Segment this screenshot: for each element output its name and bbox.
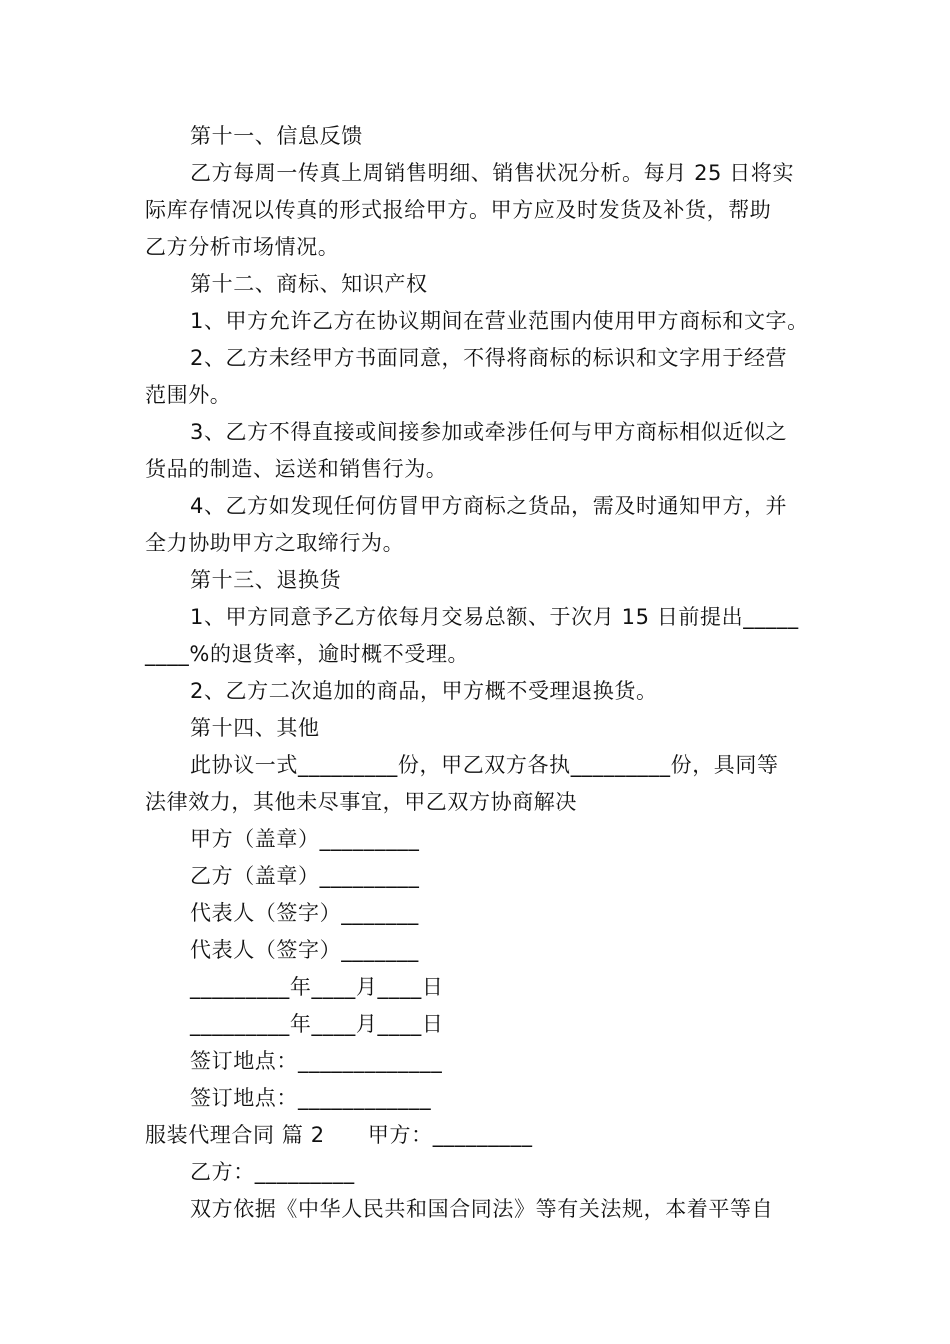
paragraph-line: 乙方每周一传真上周销售明细、销售状况分析。每月 25 日将实: [190, 161, 795, 185]
clause-line: 3、乙方不得直接或间接参加或牵涉任何与甲方商标相似近似之: [190, 420, 788, 444]
section-heading-14: 第十四、其他: [190, 716, 320, 740]
signing-location-line: 签订地点：_____________: [190, 1049, 443, 1073]
section-heading-12: 第十二、商标、知识产权: [190, 272, 428, 296]
section-heading-13: 第十三、退换货: [190, 568, 342, 592]
section-heading-11: 第十一、信息反馈: [190, 124, 363, 148]
party-a-seal-line: 甲方（盖章）_________: [190, 827, 420, 851]
clause-line: 2、乙方二次追加的商品，甲方概不受理退换货。: [190, 679, 658, 703]
party-b-seal-line: 乙方（盖章）_________: [190, 864, 420, 888]
contract-title-line: 服装代理合同 篇 2 甲方：_________: [145, 1123, 533, 1147]
clause-line: 范围外。: [145, 383, 232, 407]
date-line: _________年____月____日: [190, 1012, 444, 1036]
paragraph-line: 双方依据《中华人民共和国合同法》等有关法规，本着平等自: [190, 1197, 774, 1221]
signing-location-line: 签订地点：____________: [190, 1086, 432, 1110]
clause-line: 2、乙方未经甲方书面同意，不得将商标的标识和文字用于经营: [190, 346, 788, 370]
clause-line: 1、甲方同意予乙方依每月交易总额、于次月 15 日前提出_____: [190, 605, 799, 629]
clause-line: 全力协助甲方之取缔行为。: [145, 531, 405, 555]
clause-line: ____%的退货率，逾时概不受理。: [145, 642, 470, 666]
paragraph-line: 乙方分析市场情况。: [145, 235, 340, 259]
clause-line: 4、乙方如发现任何仿冒甲方商标之货品，需及时通知甲方，并: [190, 494, 788, 518]
party-b-line: 乙方：_________: [190, 1160, 355, 1184]
clause-line: 货品的制造、运送和销售行为。: [145, 457, 448, 481]
paragraph-line: 际库存情况以传真的形式报给甲方。甲方应及时发货及补货，帮助: [145, 198, 772, 222]
paragraph-line: 此协议一式_________份，甲乙双方各执_________份，具同等: [190, 753, 779, 777]
clause-line: 1、甲方允许乙方在协议期间在营业范围内使用甲方商标和文字。: [190, 309, 809, 333]
representative-signature-line: 代表人（签字）_______: [190, 901, 419, 925]
date-line: _________年____月____日: [190, 975, 444, 999]
paragraph-line: 法律效力，其他未尽事宜，甲乙双方协商解决: [145, 790, 577, 814]
representative-signature-line: 代表人（签字）_______: [190, 938, 419, 962]
